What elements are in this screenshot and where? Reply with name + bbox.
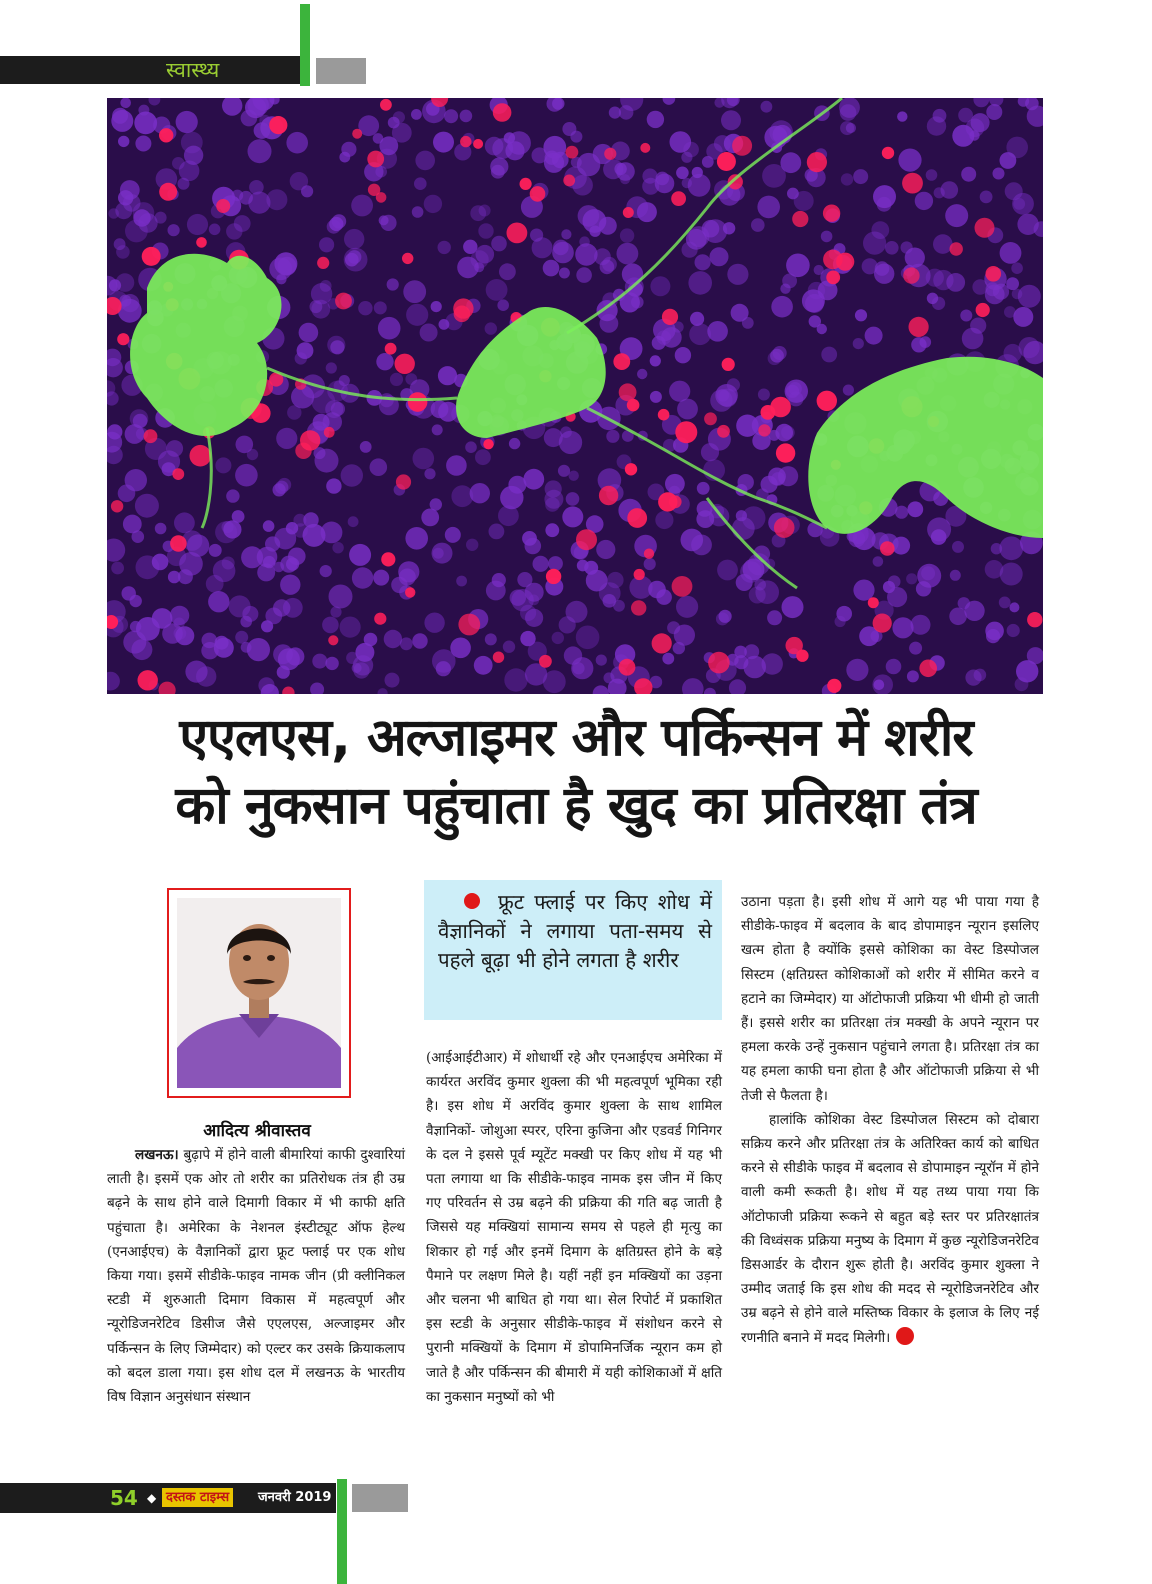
column-3-paragraph-1: उठाना पड़ता है। इसी शोध में आगे यह भी पाया गया है सीडीके-फाइव में बदलाव के बाद डोपामाइन न्यूरान इसलिए खत्म होता है क्योंकि इससे कोशिका का वेस्ट डिस्पोजल सिस्टम (क्षतिग्रस्त कोशिकाओं को शरीर में सीमित करने व हटाने का जिम्मेदार) या ऑटोफाजी प्रक्रिया भी धीमी हो जाती हैं। इससे शरीर का प्रतिरक्षा तंत्र मक्खी के अपने न्यूरान पर हमला करके उन्हें नुकसान पहुंचाने लगता है। प्रतिरक्षा तंत्र का यह हमला काफी घना होता है और ऑटोफाजी प्रक्रिया से भी तेजी से फैलता है। [741,894,1039,1104]
dateline: लखनऊ। [135,1147,179,1163]
article-headline [60,704,1092,840]
article-column-1 [107,1143,405,1409]
pull-quote [424,880,722,1020]
microscope-neuron-image [107,98,1043,694]
author-name: आदित्य श्रीवास्तव [203,1121,311,1141]
pull-quote-text: फ्रूट फ्लाई पर किए शोध में वैज्ञानिकों ने लगाया पता-समय से पहले बूढ़ा भी होने लगता है शरीर [438,890,712,972]
headline-line-1: एएलएस, अल्जाइमर और पर्किन्सन में शरीर [179,708,973,768]
magazine-logo: दस्तक टाइम्स [162,1488,233,1507]
page-number: 54 [110,1486,138,1510]
article-column-2 [426,1046,722,1409]
grey-block-top [316,58,366,84]
accent-bar-top [300,4,310,86]
article-column-3 [741,890,1039,1350]
column-1-text: बुढ़ापे में होने वाली बीमारियां काफी दुश्वारियां लाती है। इसमें एक ओर तो शरीर का प्रतिरोधक तंत्र ही उम्र बढ़ने के साथ होने वाले दिमागी विकार में भी काफी क्षति पहुंचाता है। अमेरिका के नेशनल इंस्टीट्यूट ऑफ हेल्थ (एनआईएच) के वैज्ञानिकों द्वारा फ्रूट फ्लाई पर एक शोध किया गया। इसमें सीडीके-फाइव नामक जीन (प्री क्लीनिकल स्टडी में शुरुआती दिमाग विकास में महत्वपूर्ण और न्यूरोडिजनरेटिव डिसीज जैसे एएलएस, अल्जाइमर और पर्किन्सन के लिए जिम्मेदार) को एल्टर कर उसके क्रियाकलाप को बदल डाला गया। इस शोध दल में लखनऊ के भारतीय विष विज्ञान अनुसंधान संस्थान [107,1147,405,1406]
footer-separator: ◆ [147,1491,157,1505]
section-header-bar [0,56,300,84]
hero-image [107,98,1043,694]
author-photo [167,888,351,1098]
grey-block-bottom [352,1484,408,1512]
column-3-paragraph-2: हालांकि कोशिका वेस्ट डिस्पोजल सिस्टम को दोबारा सक्रिय करने और प्रतिरक्षा तंत्र के अतिरिक्त कार्य को बाधित करने से सीडीके फाइव में बदलाव से डोपामाइन न्यूरॉन में होने वाली कमी रूकती है। शोध में यह तथ्य पाया गया कि ऑटोफाजी प्रक्रिया रूकने से बहुत बड़े स्तर पर प्रतिरक्षातंत्र की विध्वंसक प्रक्रिया मनुष्य के दिमाग में कुछ न्यूरोडिजनरेटिव डिसआर्डर के दौरान शुरू होती है। अरविंद कुमार शुक्ला ने उम्मीद जताई कि इस शोध की मदद से न्यूरोडिजनरेटिव और उम्र बढ़ने से होने वाले मस्तिष्क विकार के इलाज के लिए नई रणनीति बनाने में मदद मिलेगी। [741,1111,1039,1346]
issue-date: जनवरी 2019 [258,1490,332,1505]
red-bullet-icon [464,893,480,909]
section-title: स्वास्थ्य [166,58,220,82]
headline-line-2: को नुकसान पहुंचाता है खुद का प्रतिरक्षा तंत्र [175,776,977,836]
end-mark-icon [896,1327,914,1345]
column-2-text: (आईआईटीआर) में शोधार्थी रहे और एनआईएच अमेरिका में कार्यरत अरविंद कुमार शुक्ला की भी महत्वपूर्ण भूमिका रही है। इस शोध में अरविंद कुमार शुक्ला के साथ शामिल वैज्ञानिकों- जोशुआ स्परर, एरिना कुजिना और एडवर्ड गिनिगर के दल ने इससे पूर्व म्यूटेंट मक्खी पर किए शोध में यह भी पता लगाया था कि सीडीके-फाइव नामक इस जीन में किए गए परिवर्तन से उम्र बढ़ने की प्रक्रिया की गति बढ़ जाती है जिससे यह मक्खियां सामान्य समय से पहले ही मृत्यु का शिकार हो गई और इनमें दिमाग के क्षतिग्रस्त होने के बड़े पैमाने पर लक्षण मिले है। यहीं नहीं इन मक्खियों का उड़ना और चलना भी बाधित हो गया था। सेल रिपोर्ट में प्रकाशित इस स्टडी के अनुसार सीडीके-फाइव में संशोधन करने से पुरानी मक्खियों के दिमाग में डोपामिनर्जिक न्यूरान कम हो जाते है और पर्किन्सन की बीमारी में यही कोशिकाओं में क्षति का नुकसान मनुष्यों को भी [426,1050,722,1405]
accent-bar-bottom [337,1479,347,1584]
avatar [177,898,341,1088]
